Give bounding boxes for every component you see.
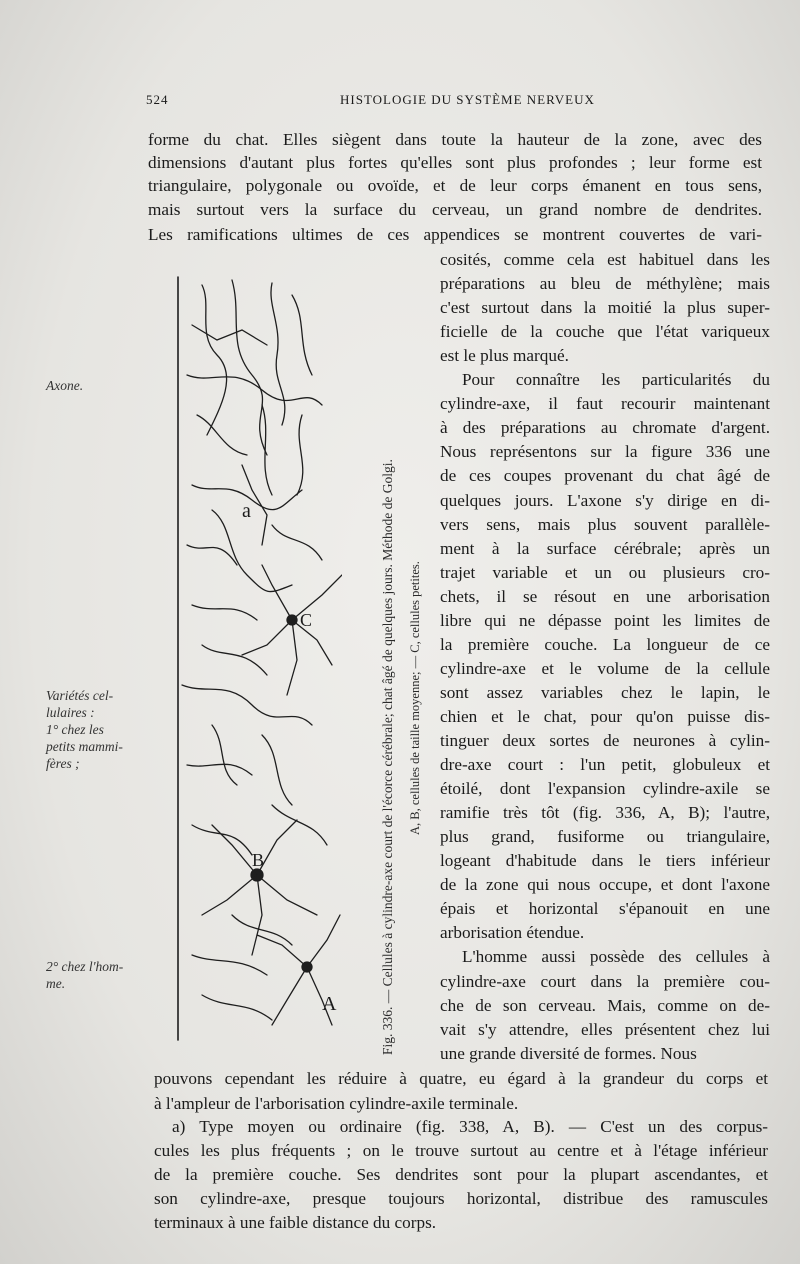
body-line: dimensions d'autant plus fortes qu'elles sont plus profondes ; leur forme est xyxy=(148,153,762,172)
column-line: trajet variable et un ou plusieurs cro- xyxy=(440,562,770,582)
column-line: chien et le chat, pour qu'on puisse dis- xyxy=(440,706,770,726)
column-line: Nous représentons sur la figure 336 une xyxy=(440,442,770,462)
column-line: libre qui ne dépasse point les limites de xyxy=(440,610,770,630)
figure-subcaption: A, B, cellules de taille moyenne; — C, cellules petites. xyxy=(408,561,422,835)
column-line: ficielle de la couche que l'état variqueux xyxy=(440,322,770,342)
column-line: Pour connaître les particularités du xyxy=(462,370,770,390)
body-line: de la première couche. Ses dendrites sont pour la plupart ascendantes, et xyxy=(154,1165,768,1184)
column-line: cylindre-axe, il faut recourir maintenant xyxy=(440,394,770,414)
body-line: à l'ampleur de l'arborisation cylindre-axile terminale. xyxy=(154,1094,519,1113)
column-line: une grande diversité de formes. Nous xyxy=(440,1043,697,1063)
label-b: B xyxy=(252,850,265,870)
body-line: forme du chat. Elles siègent dans toute la hauteur de la zone, avec des xyxy=(148,130,762,149)
column-line: quelques jours. L'axone s'y dirige en di- xyxy=(440,490,770,510)
column-line: cylindre-axe et le volume de la cellule xyxy=(440,658,770,678)
column-line: ment à la surface cérébrale; après un xyxy=(440,538,770,558)
body-line: triangulaire, polygonale ou ovoïde, et de leur corps émanent en tous sens, xyxy=(148,176,762,195)
body-line: cules les plus fréquents ; on le trouve surtout au centre et à l'étage inférieur xyxy=(154,1141,768,1160)
column-line: étoilé, dont l'expansion cylindre-axile se xyxy=(440,779,770,799)
column-line: préparations au bleu de méthylène; mais xyxy=(440,274,770,294)
neuron-drawing xyxy=(172,265,342,1045)
column-line: cosités, comme cela est habituel dans les xyxy=(440,250,770,269)
body-line: pouvons cependant les réduire à quatre, eu égard à la grandeur du corps et xyxy=(154,1069,768,1088)
figure-caption: Fig. 336. — Cellules à cylindre-axe court de l'écorce cérébrale; chat âgé de quelques jours. Méthode de Golgi. xyxy=(380,459,395,1055)
body-line: mais surtout vers la surface du cerveau, un grand nombre de dendrites. xyxy=(148,200,762,219)
column-line: sont assez variables chez le lapin, le xyxy=(440,682,770,702)
column-line: c'est surtout dans la moitié la plus super- xyxy=(440,298,770,318)
column-line: tinguer deux sortes de neurones à cylin- xyxy=(440,731,770,750)
column-line: de ces coupes provenant du chat âgé de xyxy=(440,466,770,486)
label-small-a: a xyxy=(242,500,251,522)
column-line: dre-axe court : l'un petit, globuleux et xyxy=(440,755,770,775)
column-line: épais et horizontal s'épanouit en une xyxy=(440,899,770,919)
margin-note-varietes: Variétés cel- lulaires : 1° chez les petits mammi- fères ; xyxy=(46,688,123,771)
column-line: est le plus marqué. xyxy=(440,346,569,366)
body-line: a) Type moyen ou ordinaire (fig. 338, A, B). — C'est un des corpus- xyxy=(172,1117,768,1136)
column-line: ramifie très tôt (fig. 336, A, B); l'autre, xyxy=(440,803,770,823)
margin-note-axone: Axone. xyxy=(46,378,84,393)
column-line: à des préparations au chromate d'argent. xyxy=(440,418,770,438)
column-line: de la zone qui nous occupe, et dont l'axone xyxy=(440,875,770,895)
header-title: HISTOLOGIE DU SYSTÈME NERVEUX xyxy=(340,92,595,107)
label-a: A xyxy=(322,993,337,1015)
column-line: vers sens, mais plus souvent parallèle- xyxy=(440,514,770,534)
figure-336 xyxy=(172,265,422,1065)
column-line: chets, il se résout en une arborisation xyxy=(440,586,770,606)
label-c: C xyxy=(300,610,313,630)
column-line: la première couche. La longueur de ce xyxy=(440,634,770,654)
body-line: terminaux à une faible distance du corps. xyxy=(154,1213,437,1232)
column-line: arborisation étendue. xyxy=(440,923,585,943)
margin-note-homme: 2° chez l'hom- me. xyxy=(46,959,124,991)
page-number: 524 xyxy=(146,92,169,107)
column-line: che de son cerveau. Mais, comme on de- xyxy=(440,995,770,1015)
column-line: L'homme aussi possède des cellules à xyxy=(462,947,770,967)
column-line: cylindre-axe court dans la première cou- xyxy=(440,971,770,991)
column-line: vait s'y attendre, elles présentent chez lui xyxy=(440,1019,770,1039)
column-line: plus grand, fusiforme ou triangulaire, xyxy=(440,827,770,847)
body-line: Les ramifications ultimes de ces appendices se montrent couvertes de vari- xyxy=(148,225,762,244)
column-line: logeant d'habitude dans le tiers inférieur xyxy=(440,851,770,871)
body-line: son cylindre-axe, presque toujours horizontal, distribue des ramuscules xyxy=(154,1189,768,1208)
